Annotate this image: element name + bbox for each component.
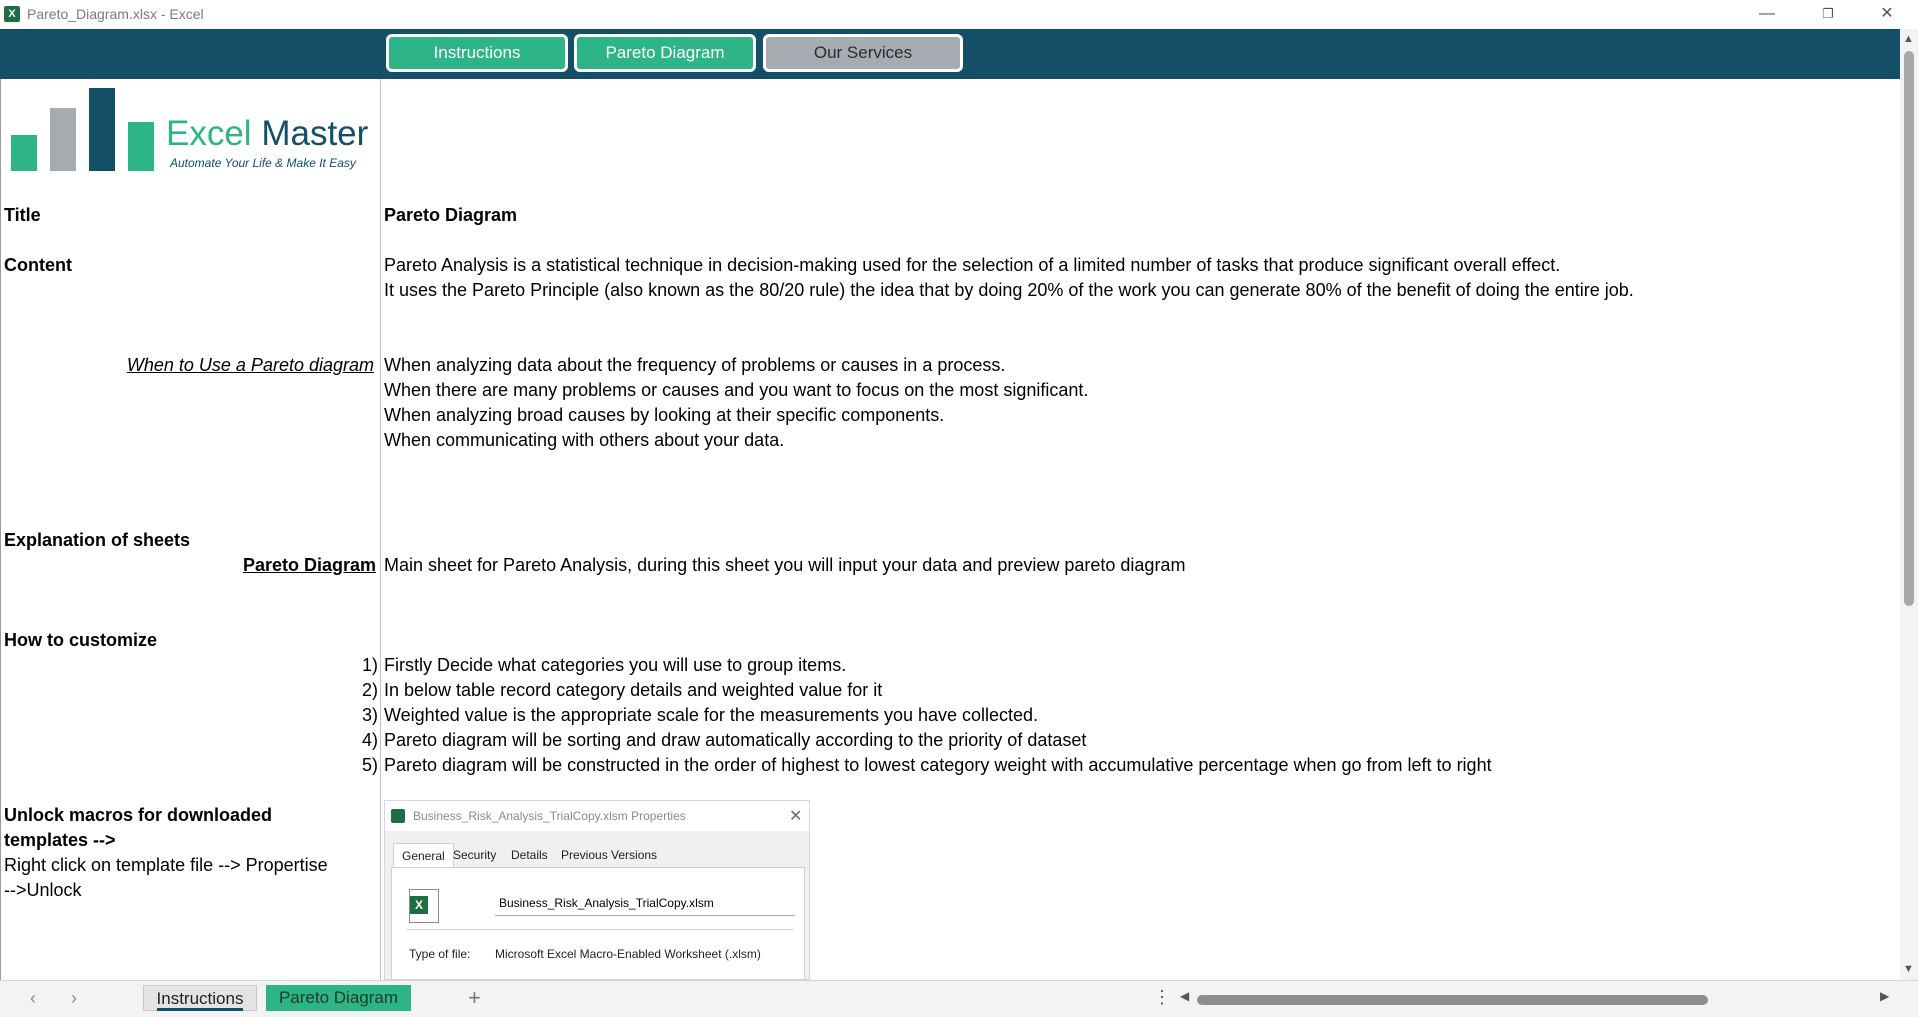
dialog-tab-details: Details — [511, 848, 548, 862]
content-line-1: Pareto Analysis is a statistical technique in decision-making used for the selection of a limited number of tasks that produce significant overall effect. — [384, 255, 1561, 275]
dialog-tab-previous-versions: Previous Versions — [561, 848, 658, 862]
dialog-type-value: Microsoft Excel Macro-Enabled Worksheet (.xlsm) — [495, 947, 761, 961]
vertical-scrollbar[interactable] — [1900, 29, 1918, 980]
explanation-label: Explanation of sheets — [4, 530, 191, 550]
sheet-tab-instructions[interactable] — [143, 985, 257, 1011]
step-number: 1) — [361, 655, 378, 675]
scroll-down-icon[interactable]: ▼ — [1903, 963, 1914, 975]
excel-file-icon — [391, 809, 405, 823]
scroll-right-icon[interactable]: ▶ — [1880, 989, 1890, 1003]
logo-bar-2 — [50, 108, 76, 171]
when-line-4: When communicating with others about your data. — [384, 430, 785, 450]
logo-bar-4 — [128, 122, 154, 171]
scroll-left-icon[interactable]: ◀ — [1180, 989, 1190, 1003]
dialog-close-icon: ✕ — [789, 808, 803, 825]
properties-dialog-screenshot — [384, 800, 810, 980]
when-to-use-link[interactable]: When to Use a Pareto diagram — [126, 355, 374, 375]
logo-name-master: Master — [251, 114, 369, 153]
dialog-type-label: Type of file: — [409, 947, 471, 961]
scroll-up-icon[interactable]: ▲ — [1903, 33, 1914, 45]
logo-bar-1 — [11, 135, 37, 171]
excel-icon: X — [410, 896, 428, 914]
prev-sheet-icon[interactable]: ‹ — [30, 988, 36, 1008]
step-number: 5) — [361, 755, 378, 775]
logo-bar-3 — [89, 88, 115, 171]
sheet-left-edge — [0, 79, 1, 980]
sheet-tab-instructions-label: Instructions — [157, 989, 244, 1011]
step-number: 3) — [361, 705, 378, 725]
pareto-sheet-description: Main sheet for Pareto Analysis, during this sheet you will input your data and preview pareto diagram — [384, 555, 1186, 575]
title-label: Title — [4, 205, 41, 225]
when-line-1: When analyzing data about the frequency of problems or causes in a process. — [384, 355, 1006, 375]
dialog-title: Business_Risk_Analysis_TrialCopy.xlsm Properties — [413, 809, 686, 823]
pareto-sheet-link[interactable]: Pareto Diagram — [242, 555, 376, 575]
customize-label: How to customize — [4, 630, 158, 650]
step-number: 4) — [361, 730, 378, 750]
sheet-tab-pareto-diagram[interactable]: Pareto Diagram — [266, 985, 411, 1011]
window-title: Pareto_Diagram.xlsx - Excel — [27, 6, 204, 22]
vertical-scroll-thumb[interactable] — [1904, 51, 1914, 606]
unlock-instruction-line-1: Right click on template file --> Propertise — [4, 855, 328, 875]
file-icon — [409, 889, 439, 923]
step-number: 2) — [361, 680, 378, 700]
unlock-label-line-2: templates --> — [4, 830, 116, 850]
dialog-titlebar — [385, 801, 809, 831]
sheet-tab-bar — [0, 980, 1918, 1017]
when-line-2: When there are many problems or causes and you want to focus on the most significant. — [384, 380, 1089, 400]
minimize-button[interactable]: — — [1759, 5, 1775, 22]
dialog-separator — [407, 929, 793, 930]
excel-app-icon: X — [4, 6, 20, 22]
dialog-body — [391, 867, 805, 980]
step-text: Pareto diagram will be constructed in the order of highest to lowest category weight with accumulative percentage when go from left to right — [384, 755, 1492, 775]
dialog-tab-general: General — [393, 843, 454, 868]
step-text: Firstly Decide what categories you will use to group items. — [384, 655, 847, 675]
our-services-nav-button[interactable]: Our Services — [763, 34, 963, 72]
step-text: In below table record category details and weighted value for it — [384, 680, 883, 700]
horizontal-scroll-thumb[interactable] — [1197, 995, 1708, 1005]
instructions-nav-button[interactable]: Instructions — [386, 34, 568, 72]
unlock-instruction-line-2: -->Unlock — [4, 880, 82, 900]
step-text: Pareto diagram will be sorting and draw automatically according to the priority of dataset — [384, 730, 1087, 750]
logo-tagline: Automate Your Life & Make It Easy — [170, 156, 356, 170]
dialog-tab-security: Security — [453, 848, 497, 862]
pareto-diagram-nav-button[interactable]: Pareto Diagram — [574, 34, 756, 72]
when-line-3: When analyzing broad causes by looking at their specific components. — [384, 405, 945, 425]
restore-button[interactable]: ❐ — [1822, 6, 1834, 21]
add-sheet-icon[interactable]: + — [468, 985, 481, 1010]
more-options-icon[interactable]: ⋮ — [1153, 987, 1171, 1007]
window-titlebar — [0, 0, 1918, 29]
close-button[interactable]: ✕ — [1880, 5, 1894, 22]
header-band — [0, 29, 1900, 79]
logo-name — [166, 114, 368, 154]
content-line-2: It uses the Pareto Principle (also known as the 80/20 rule) the idea that by doing 20% of the work you can generate 80% of the benefit of doing the entire job. — [384, 280, 1634, 300]
title-value: Pareto Diagram — [384, 205, 518, 225]
dialog-filename-field: Business_Risk_Analysis_TrialCopy.xlsm — [495, 891, 795, 916]
logo-name-excel: Excel — [166, 114, 252, 153]
step-text: Weighted value is the appropriate scale for the measurements you have collected. — [384, 705, 1039, 725]
column-divider — [380, 79, 381, 980]
next-sheet-icon[interactable]: › — [71, 988, 77, 1008]
content-label: Content — [4, 255, 72, 275]
unlock-label-line-1: Unlock macros for downloaded — [4, 805, 273, 825]
